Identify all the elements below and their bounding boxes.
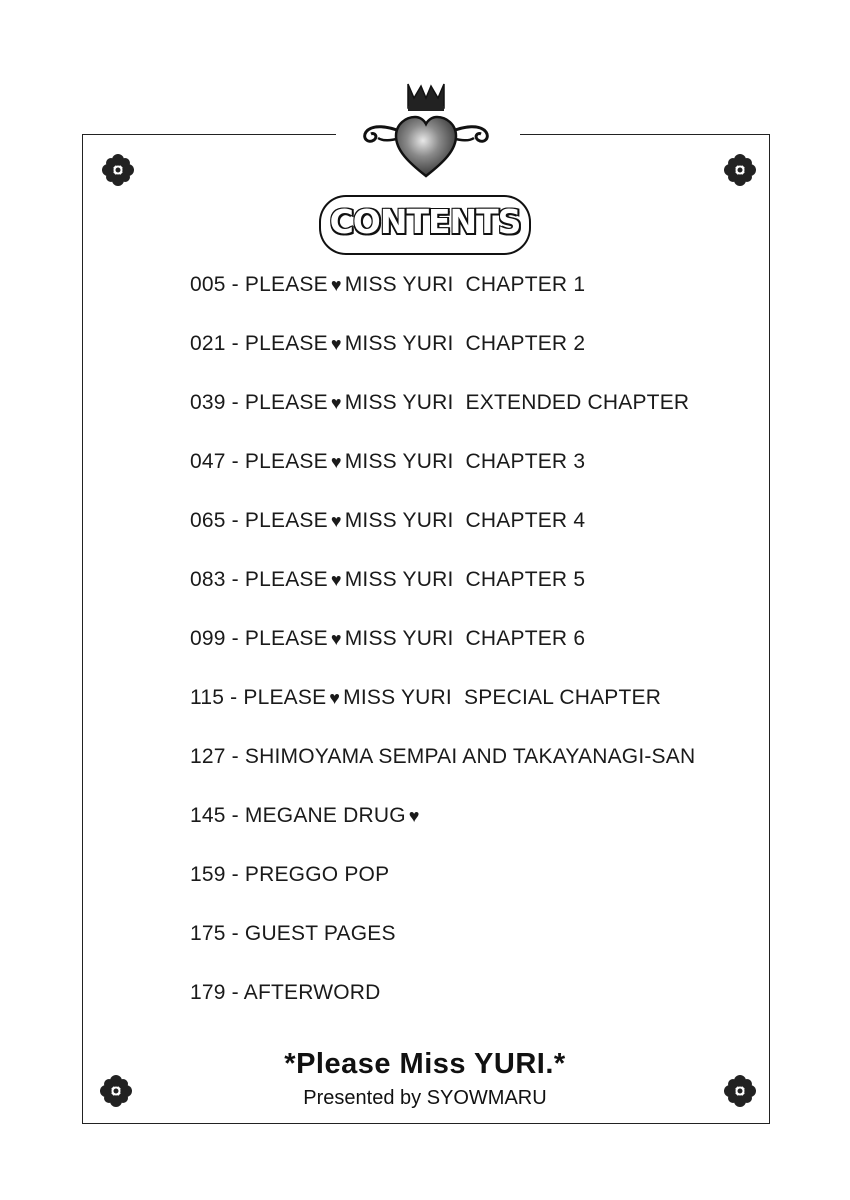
toc-title: GUEST PAGES [244, 922, 396, 945]
heart-icon: ♥ [330, 275, 342, 295]
toc-page-number: 065 [190, 509, 226, 532]
toc-title: PLEASE [244, 568, 328, 591]
toc-title-suffix: MISS YURI CHAPTER 1 [344, 273, 586, 296]
toc-title: PLEASE [244, 391, 328, 414]
toc-page-number: 039 [190, 391, 226, 414]
heart-icon: ♥ [330, 629, 342, 649]
toc-entry [190, 442, 750, 501]
toc-page-number: 115 [190, 686, 225, 709]
toc-title-suffix: MISS YURI CHAPTER 4 [344, 509, 586, 532]
toc-separator: - [225, 804, 245, 827]
toc-entry [190, 265, 750, 324]
heart-icon: ♥ [330, 452, 342, 472]
toc-entry [190, 973, 750, 1032]
toc-title: PLEASE [244, 509, 328, 532]
toc-page-number: 179 [190, 981, 226, 1004]
toc-title-suffix: MISS YURI CHAPTER 5 [344, 568, 586, 591]
toc-entry [190, 796, 750, 855]
table-of-contents [190, 265, 750, 1032]
toc-separator: - [225, 745, 245, 768]
toc-title: PLEASE [243, 686, 327, 709]
flower-icon [723, 153, 757, 187]
toc-separator: - [224, 686, 244, 709]
toc-title-suffix: MISS YURI CHAPTER 2 [344, 332, 586, 355]
toc-entry [190, 619, 750, 678]
toc-page-number: 005 [190, 273, 226, 296]
toc-entry [190, 560, 750, 619]
toc-title: PREGGO POP [244, 863, 390, 886]
toc-page-number: 175 [190, 922, 226, 945]
page-title: CONTENTS [324, 200, 527, 250]
heart-icon: ♥ [330, 334, 342, 354]
heart-icon: ♥ [330, 511, 342, 531]
heart-icon: ♥ [330, 570, 342, 590]
toc-page-number: 083 [190, 568, 226, 591]
toc-separator: - [225, 509, 245, 532]
toc-title: PLEASE [244, 627, 328, 650]
toc-separator: - [225, 332, 245, 355]
toc-entry [190, 383, 750, 442]
toc-page-number: 099 [190, 627, 226, 650]
crown-heart-crest-icon [358, 80, 494, 180]
book-title: *Please Miss YURI.* [284, 1048, 566, 1080]
toc-entry [190, 501, 750, 560]
author-credit: Presented by SYOWMARU [303, 1087, 547, 1109]
title-wrap [0, 200, 850, 250]
toc-title: PLEASE [244, 450, 328, 473]
toc-title-suffix: MISS YURI CHAPTER 3 [344, 450, 586, 473]
toc-page-number: 021 [190, 332, 226, 355]
toc-separator: - [225, 391, 245, 414]
toc-title: MEGANE DRUG [244, 804, 406, 827]
toc-entry [190, 737, 750, 796]
heart-icon: ♥ [329, 688, 341, 708]
toc-page-number: 159 [190, 863, 226, 886]
toc-separator: - [225, 273, 245, 296]
toc-title: SHIMOYAMA SEMPAI AND TAKAYANAGI-SAN [244, 745, 696, 768]
toc-entry [190, 324, 750, 383]
toc-page-number: 145 [190, 804, 226, 827]
heart-icon: ♥ [408, 806, 420, 826]
toc-separator: - [225, 981, 244, 1004]
toc-separator: - [225, 627, 245, 650]
heart-icon: ♥ [330, 393, 342, 413]
toc-separator: - [225, 450, 245, 473]
toc-separator: - [225, 568, 245, 591]
toc-title-suffix: MISS YURI EXTENDED CHAPTER [344, 391, 690, 414]
toc-entry [190, 914, 750, 973]
toc-title: PLEASE [244, 273, 328, 296]
toc-entry [190, 678, 750, 737]
toc-page-number: 127 [190, 745, 226, 768]
toc-title-suffix: MISS YURI SPECIAL CHAPTER [343, 686, 662, 709]
toc-page-number: 047 [190, 450, 226, 473]
toc-separator: - [225, 863, 245, 886]
toc-entry [190, 855, 750, 914]
toc-separator: - [225, 922, 245, 945]
flower-icon [101, 153, 135, 187]
toc-title: PLEASE [244, 332, 328, 355]
toc-title: AFTERWORD [243, 981, 381, 1004]
toc-title-suffix: MISS YURI CHAPTER 6 [344, 627, 586, 650]
